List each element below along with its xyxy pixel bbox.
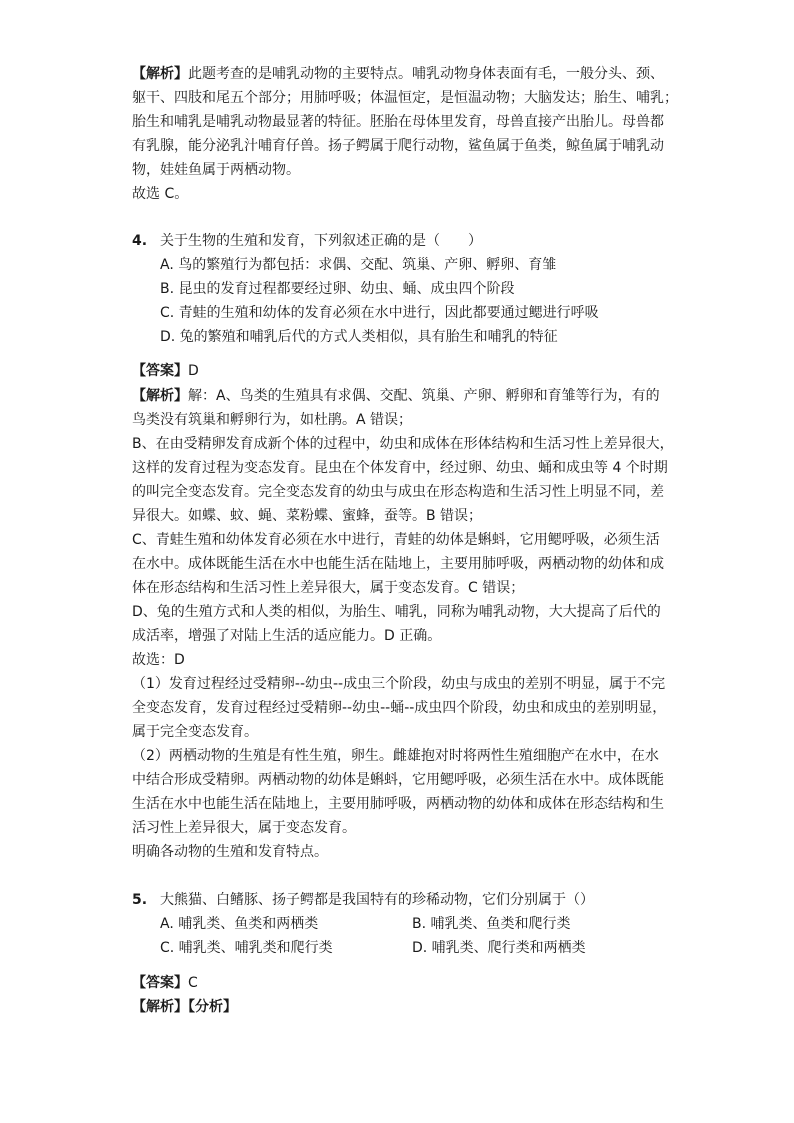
- analysis-label: 【解析】: [132, 388, 188, 404]
- q4-analysis-line-19: 活习性上差异很大，属于变态发育。: [132, 820, 356, 836]
- q4-analysis-line-5: 的叫完全变态发育。完全变态发育的幼虫与成虫在形态构造和生活习性上明显不同，差: [132, 484, 664, 500]
- q4-option-b: B. 昆虫的发育过程都要经过卵、幼虫、蛹、成虫四个阶段: [160, 281, 515, 297]
- q3-analysis-line-3: 胎生和哺乳是哺乳动物最显著的特征。胚胎在母体里发育，母兽直接产出胎儿。母兽都: [132, 114, 664, 130]
- question-5-stem: [132, 888, 594, 912]
- answer-value: D: [188, 363, 199, 379]
- q4-analysis-line-12: 故选：D: [132, 652, 185, 668]
- q4-analysis-line-18: 生活在水中也能生活在陆地上，主要用肺呼吸，两栖动物的幼体和成体在形态结构和生: [132, 796, 664, 812]
- question-text: 大熊猫、白鳍豚、扬子鳄都是我国特有的珍稀动物，它们分别属于（）: [160, 892, 594, 908]
- q4-analysis-line-2: 鸟类没有筑巢和孵卵行为，如杜鹃。A 错误；: [132, 412, 413, 428]
- q5-option-c: C. 哺乳类、哺乳类和爬行类: [160, 940, 333, 956]
- q4-analysis-line-7: C、青蛙生殖和幼体发育必须在水中进行，青蛙的幼体是蝌蚪，它用鳃呼吸，必须生活: [132, 532, 660, 548]
- q4-analysis-line-10: D、兔的生殖方式和人类的相似，为胎生、哺乳，同称为哺乳动物，大大提高了后代的: [132, 604, 661, 620]
- q4-analysis-line-1: [132, 384, 660, 408]
- question-number: 5.: [132, 892, 148, 908]
- analysis-label: 【解析】: [132, 66, 188, 82]
- q4-analysis-line-8: 在水中。成体既能生活在水中也能生活在陆地上，主要用肺呼吸，两栖动物的幼体和成: [132, 556, 664, 572]
- q4-analysis-line-3: B、在由受精卵发育成新个体的过程中，幼虫和成体在形体结构和生活习性上差异很大，: [132, 436, 674, 452]
- q5-analysis-label: 【解析】【分析】: [132, 999, 237, 1015]
- q3-analysis-line-5: 物，娃娃鱼属于两栖动物。: [132, 162, 300, 178]
- q4-analysis-line-4: 这样的发育过程为变态发育。昆虫在个体发育中，经过卵、幼虫、蛹和成虫等 4 个时期: [132, 460, 668, 476]
- q4-analysis-line-17: 中结合形成受精卵。两栖动物的幼体是蝌蚪，它用鳃呼吸，必须生活在水中。成体既能: [132, 772, 664, 788]
- q4-analysis-line-20: 明确各动物的生殖和发育特点。: [132, 844, 328, 860]
- question-text: 关于生物的生殖和发育，下列叙述正确的是（ ）: [160, 233, 482, 249]
- answer-label: 【答案】: [132, 975, 188, 991]
- q3-analysis-line-4: 有乳腺，能分泌乳汁哺育仔兽。扬子鳄属于爬行动物，鲨鱼属于鱼类，鲸鱼属于哺乳动: [132, 138, 664, 154]
- q4-option-c: C. 青蛙的生殖和幼体的发育必须在水中进行，因此都要通过鳃进行呼吸: [160, 305, 599, 321]
- q4-answer: [132, 359, 199, 383]
- q3-analysis-line-2: 躯干、四肢和尾五个部分；用肺呼吸；体温恒定，是恒温动物；大脑发达；胎生、哺乳；: [132, 90, 678, 106]
- q4-analysis-line-13: （1）发育过程经过受精卵--幼虫--成虫三个阶段，幼虫与成虫的差别不明显，属于不完: [132, 676, 666, 692]
- q4-analysis-line-16: （2）两栖动物的生殖是有性生殖，卵生。雌雄抱对时将两性生殖细胞产在水中，在水: [132, 748, 659, 764]
- answer-label: 【答案】: [132, 363, 188, 379]
- q4-analysis-line-11: 成活率，增强了对陆上生活的适应能力。D 正确。: [132, 628, 442, 644]
- q5-answer: [132, 971, 198, 995]
- q5-option-a: A. 哺乳类、鱼类和两栖类: [160, 916, 319, 932]
- q4-analysis-line-9: 体在形态结构和生活习性上差异很大，属于变态发育。C 错误；: [132, 580, 525, 596]
- q3-analysis-line-1: [132, 62, 664, 86]
- q4-analysis-line-14: 全变态发育，发育过程经过受精卵--幼虫--蛹--成虫四个阶段，幼虫和成虫的差别明显，: [132, 700, 667, 716]
- question-number: 4.: [132, 233, 148, 249]
- q5-option-b: B. 哺乳类、鱼类和爬行类: [412, 916, 571, 932]
- q4-option-d: D. 兔的繁殖和哺乳后代的方式人类相似，具有胎生和哺乳的特征: [160, 329, 558, 345]
- analysis-text: 解：A、鸟类的生殖具有求偶、交配、筑巢、产卵、孵卵和育雏等行为，有的: [188, 388, 660, 404]
- q5-option-d: D. 哺乳类、爬行类和两栖类: [412, 940, 586, 956]
- answer-value: C: [188, 975, 198, 991]
- analysis-text: 此题考查的是哺乳动物的主要特点。哺乳动物身体表面有毛，一般分头、颈、: [188, 66, 664, 82]
- question-4-stem: [132, 229, 482, 253]
- q4-option-a: A. 鸟的繁殖行为都包括：求偶、交配、筑巢、产卵、孵卵、育雏: [160, 257, 557, 273]
- q4-analysis-line-6: 异很大。如蝶、蚊、蝇、菜粉蝶、蜜蜂，蚕等。B 错误；: [132, 508, 483, 524]
- q3-answer-choice: 故选 C。: [132, 186, 189, 202]
- q4-analysis-line-15: 属于完全变态发育。: [132, 724, 258, 740]
